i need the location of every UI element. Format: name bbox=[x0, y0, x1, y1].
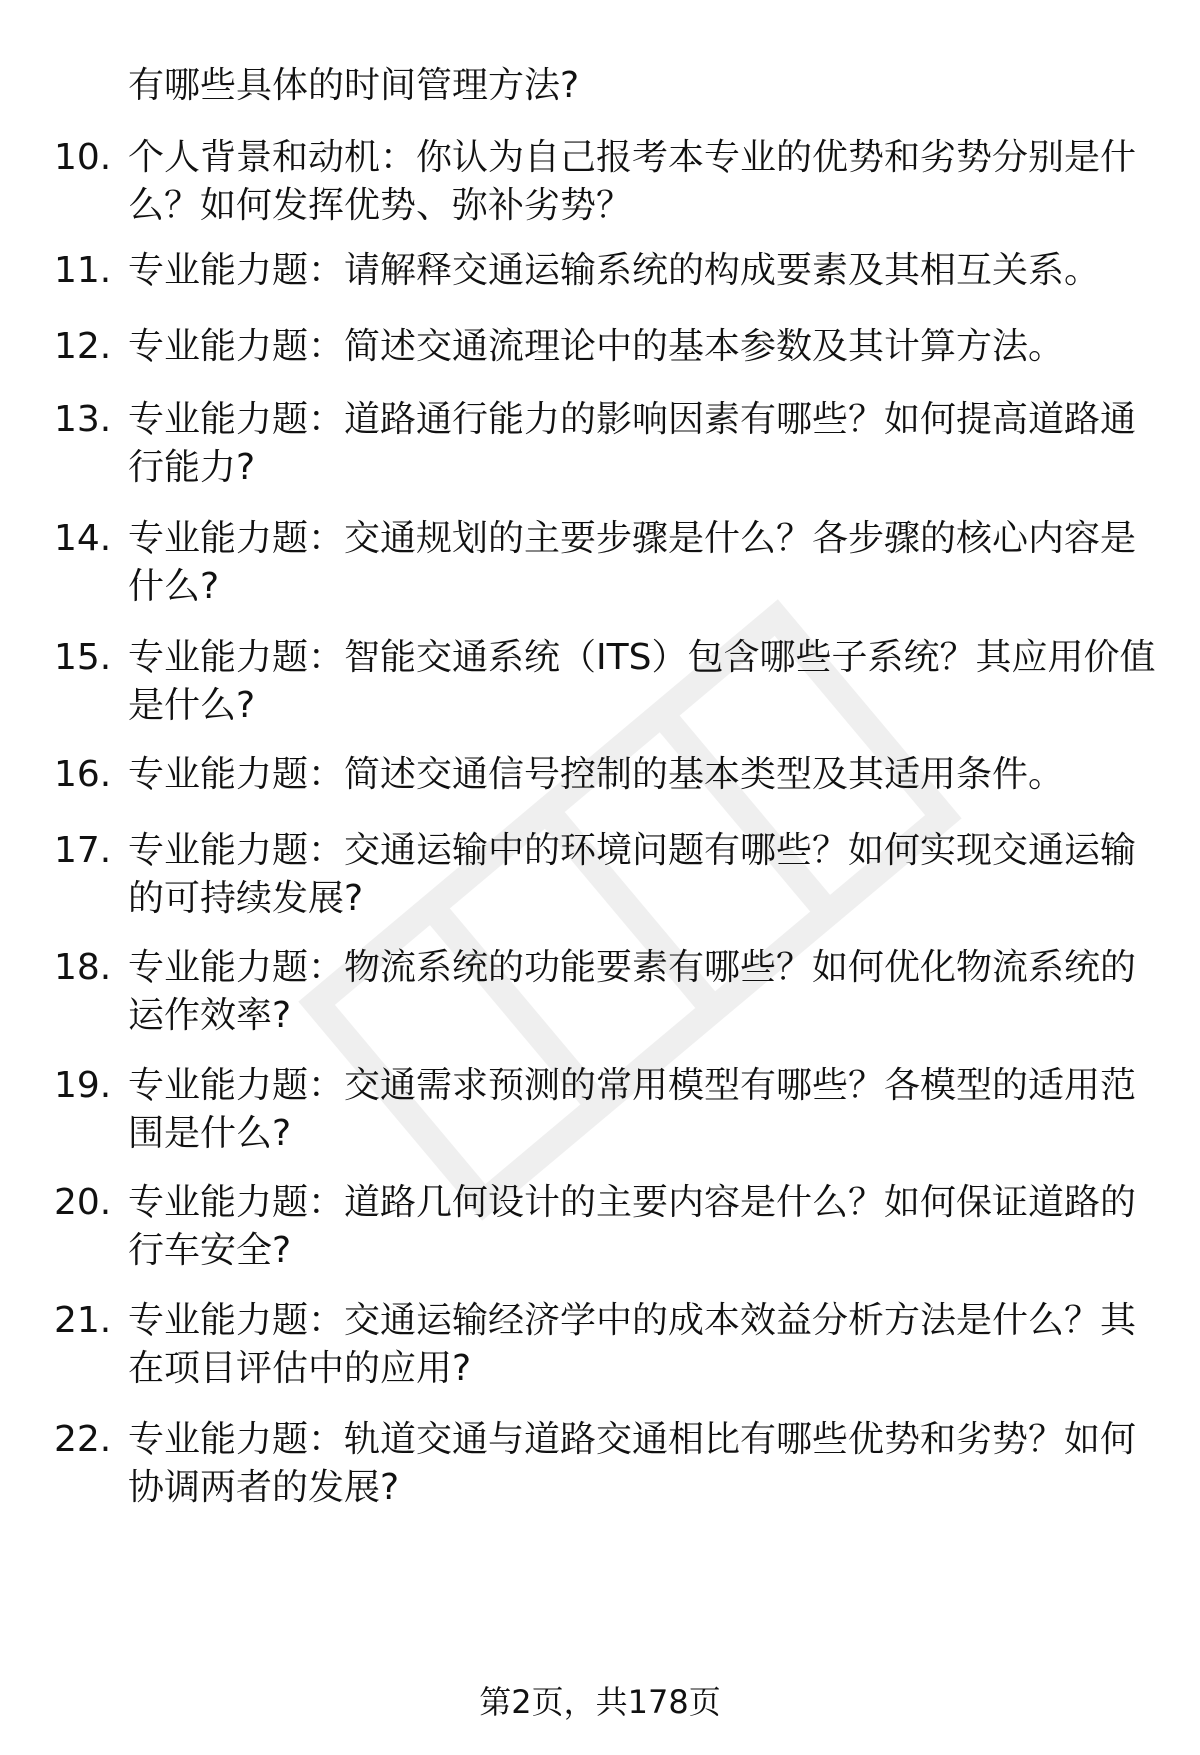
question-number: 13. bbox=[54, 399, 112, 440]
question-line: 行能力? bbox=[128, 447, 256, 488]
question-text bbox=[128, 323, 1158, 371]
question-number: 16. bbox=[54, 754, 112, 795]
question-text bbox=[128, 944, 1158, 1040]
question-text bbox=[128, 247, 1158, 295]
question-line: 专业能力题：简述交通流理论中的基本参数及其计算方法。 bbox=[128, 326, 1065, 367]
question-line: 专业能力题：请解释交通运输系统的构成要素及其相互关系。 bbox=[128, 250, 1101, 291]
question-line: 运作效率? bbox=[128, 995, 292, 1036]
question-line: 在项目评估中的应用? bbox=[128, 1348, 472, 1389]
question-line: 专业能力题：道路通行能力的影响因素有哪些？如何提高道路通 bbox=[128, 399, 1137, 440]
question-text bbox=[128, 1062, 1158, 1158]
question-line: 么？如何发挥优势、弥补劣势？ bbox=[128, 185, 633, 226]
question-number: 21. bbox=[54, 1300, 112, 1341]
question-text bbox=[128, 634, 1158, 730]
question-number: 19. bbox=[54, 1065, 112, 1106]
question-text bbox=[128, 751, 1158, 799]
continued-question-text: 有哪些具体的时间管理方法? bbox=[128, 65, 580, 106]
question-number: 15. bbox=[54, 637, 112, 678]
question-text bbox=[128, 827, 1158, 923]
question-number: 14. bbox=[54, 518, 112, 559]
question-line: 围是什么? bbox=[128, 1113, 292, 1154]
question-line: 专业能力题：物流系统的功能要素有哪些？如何优化物流系统的 bbox=[128, 947, 1137, 988]
question-number: 18. bbox=[54, 947, 112, 988]
question-line: 专业能力题：交通运输中的环境问题有哪些？如何实现交通运输 bbox=[128, 830, 1137, 871]
page-number-footer: 第2页，共178页 bbox=[479, 1683, 721, 1721]
question-line: 专业能力题：交通规划的主要步骤是什么？各步骤的核心内容是 bbox=[128, 518, 1137, 559]
question-line: 专业能力题：交通需求预测的常用模型有哪些？各模型的适用范 bbox=[128, 1065, 1137, 1106]
question-number: 20. bbox=[54, 1182, 112, 1223]
question-line: 专业能力题：简述交通信号控制的基本类型及其适用条件。 bbox=[128, 754, 1065, 795]
question-number: 11. bbox=[54, 250, 112, 291]
question-line: 是什么? bbox=[128, 685, 256, 726]
question-line: 协调两者的发展? bbox=[128, 1467, 400, 1508]
question-number: 22. bbox=[54, 1419, 112, 1460]
question-text bbox=[128, 134, 1158, 230]
question-text bbox=[128, 1297, 1158, 1393]
question-text bbox=[128, 515, 1158, 611]
question-text bbox=[128, 396, 1158, 492]
question-text bbox=[128, 1416, 1158, 1512]
question-line: 专业能力题：道路几何设计的主要内容是什么？如何保证道路的 bbox=[128, 1182, 1137, 1223]
question-line: 专业能力题：交通运输经济学中的成本效益分析方法是什么？其 bbox=[128, 1300, 1137, 1341]
question-line: 的可持续发展? bbox=[128, 878, 364, 919]
question-line: 行车安全? bbox=[128, 1230, 292, 1271]
question-number: 12. bbox=[54, 326, 112, 367]
question-line: 专业能力题：轨道交通与道路交通相比有哪些优势和劣势？如何 bbox=[128, 1419, 1137, 1460]
question-text bbox=[128, 1179, 1158, 1275]
question-number: 10. bbox=[54, 137, 112, 178]
question-line: 个人背景和动机：你认为自己报考本专业的优势和劣势分别是什 bbox=[128, 137, 1137, 178]
question-line: 专业能力题：智能交通系统（ITS）包含哪些子系统？其应用价值 bbox=[128, 637, 1156, 678]
question-line: 什么? bbox=[128, 566, 220, 607]
question-number: 17. bbox=[54, 830, 112, 871]
